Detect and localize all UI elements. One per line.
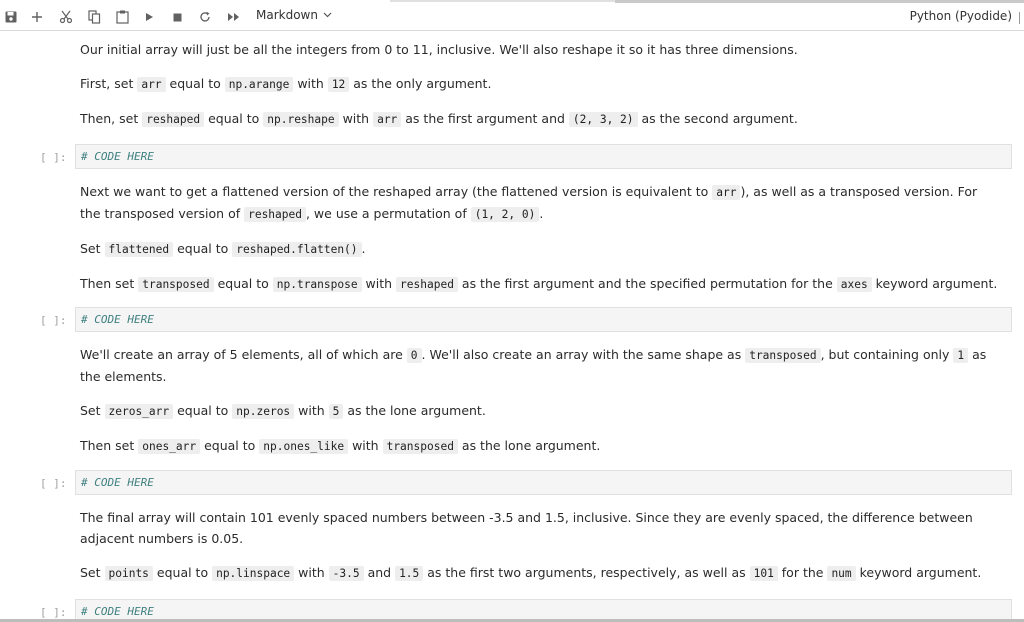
notebook-toolbar bbox=[0, 3, 1024, 31]
code-cell-editor[interactable]: # CODE HERE bbox=[75, 307, 1012, 332]
chevron-down-icon bbox=[323, 12, 332, 18]
notebook-panel bbox=[0, 31, 1024, 622]
md-paragraph: Set zeros_arr equal to np.zeros with 5 as the lone argument. bbox=[80, 403, 486, 418]
markdown-cell[interactable] bbox=[80, 507, 1000, 584]
inline-code: reshaped.flatten() bbox=[232, 242, 361, 257]
cell-prompt: [ ]: bbox=[40, 314, 67, 327]
md-paragraph: The final array will contain 101 evenly spaced numbers between -3.5 and 1.5, inclusive. Since they are evenly spaced, the difference between adjacent numbers is 0.05. bbox=[80, 510, 973, 546]
md-paragraph: We'll create an array of 5 elements, all of which are 0 . We'll also create an array with the same shape as transposed , but containing only 1 as the elements. bbox=[80, 347, 987, 384]
kernel-name[interactable]: Python (Pyodide) bbox=[909, 9, 1012, 23]
inline-code: zeros_arr bbox=[105, 404, 174, 419]
markdown-cell[interactable] bbox=[80, 181, 1000, 295]
stop-icon[interactable] bbox=[170, 7, 184, 27]
inline-code: axes bbox=[837, 277, 872, 292]
inline-code: reshaped bbox=[244, 207, 306, 222]
cell-type-dropdown[interactable] bbox=[256, 8, 332, 22]
inline-code: np.zeros bbox=[232, 404, 294, 419]
inline-code: np.arange bbox=[225, 77, 294, 92]
inline-code: np.transpose bbox=[273, 277, 362, 292]
inline-code: np.reshape bbox=[263, 112, 338, 127]
md-paragraph: First, set arr equal to np.arange with 12 as the only argument. bbox=[80, 76, 492, 91]
inline-code: 1 bbox=[953, 348, 968, 363]
inline-code: arr bbox=[137, 77, 165, 92]
inline-code: np.linspace bbox=[212, 566, 294, 581]
inline-code: arr bbox=[712, 185, 740, 200]
code-cell-editor[interactable]: # CODE HERE bbox=[75, 599, 1012, 622]
inline-code: transposed bbox=[138, 277, 213, 292]
code-cell-editor[interactable]: # CODE HERE bbox=[75, 144, 1012, 169]
cut-icon[interactable] bbox=[58, 7, 74, 27]
inline-code: (2, 3, 2) bbox=[569, 112, 638, 127]
save-icon[interactable] bbox=[4, 7, 18, 27]
run-icon[interactable] bbox=[142, 7, 156, 27]
md-paragraph: Then set ones_arr equal to np.ones_like with transposed as the lone argument. bbox=[80, 438, 601, 453]
cell-prompt: [ ]: bbox=[40, 151, 67, 164]
inline-code: arr bbox=[373, 112, 401, 127]
md-paragraph: Then set transposed equal to np.transpose with reshaped as the first argument and the specified permutation for the axes keyword argument. bbox=[80, 276, 998, 291]
markdown-cell[interactable] bbox=[80, 344, 1000, 457]
inline-code: -3.5 bbox=[329, 566, 364, 581]
markdown-cell[interactable] bbox=[80, 39, 1000, 130]
inline-code: transposed bbox=[383, 439, 458, 454]
inline-code: transposed bbox=[745, 348, 820, 363]
add-icon[interactable] bbox=[30, 7, 44, 27]
copy-icon[interactable] bbox=[86, 7, 102, 27]
inline-code: 12 bbox=[328, 77, 349, 92]
inline-code: np.ones_like bbox=[259, 439, 348, 454]
inline-code: reshaped bbox=[142, 112, 204, 127]
inline-code: flattened bbox=[105, 242, 174, 257]
restart-icon[interactable] bbox=[197, 7, 213, 27]
md-paragraph: Then, set reshaped equal to np.reshape with arr as the first argument and (2, 3, 2) as the second argument. bbox=[80, 111, 798, 126]
paste-icon[interactable] bbox=[114, 7, 130, 27]
md-paragraph: Set flattened equal to reshaped.flatten() . bbox=[80, 241, 366, 256]
cell-prompt: [ ]: bbox=[40, 606, 67, 619]
md-paragraph: Next we want to get a flattened version of the reshaped array (the flattened version is equivalent to arr ), as well as a transposed version. For the transposed version of reshaped , we use a permutation of (1, 2, 0) . bbox=[80, 184, 978, 221]
inline-code: 1.5 bbox=[395, 566, 423, 581]
md-paragraph: Our initial array will just be all the integers from 0 to 11, inclusive. We'll also reshape it so it has three dimensions. bbox=[80, 42, 798, 57]
inline-code: 0 bbox=[407, 348, 422, 363]
md-paragraph: Set points equal to np.linspace with -3.5 and 1.5 as the first two arguments, respectively, as well as 101 for the num keyword argument. bbox=[80, 565, 982, 580]
cell-type-value: Markdown bbox=[256, 8, 318, 22]
inline-code: (1, 2, 0) bbox=[471, 207, 540, 222]
inline-code: 5 bbox=[329, 404, 344, 419]
kernel-status-indicator bbox=[1019, 12, 1024, 24]
tab-strip bbox=[390, 0, 615, 2]
inline-code: reshaped bbox=[396, 277, 458, 292]
cell-prompt: [ ]: bbox=[40, 477, 67, 490]
inline-code: 101 bbox=[750, 566, 778, 581]
code-cell-editor[interactable]: # CODE HERE bbox=[75, 470, 1012, 495]
inline-code: ones_arr bbox=[138, 439, 200, 454]
inline-code: points bbox=[105, 566, 153, 581]
inline-code: num bbox=[827, 566, 855, 581]
run-all-icon[interactable] bbox=[225, 7, 241, 27]
